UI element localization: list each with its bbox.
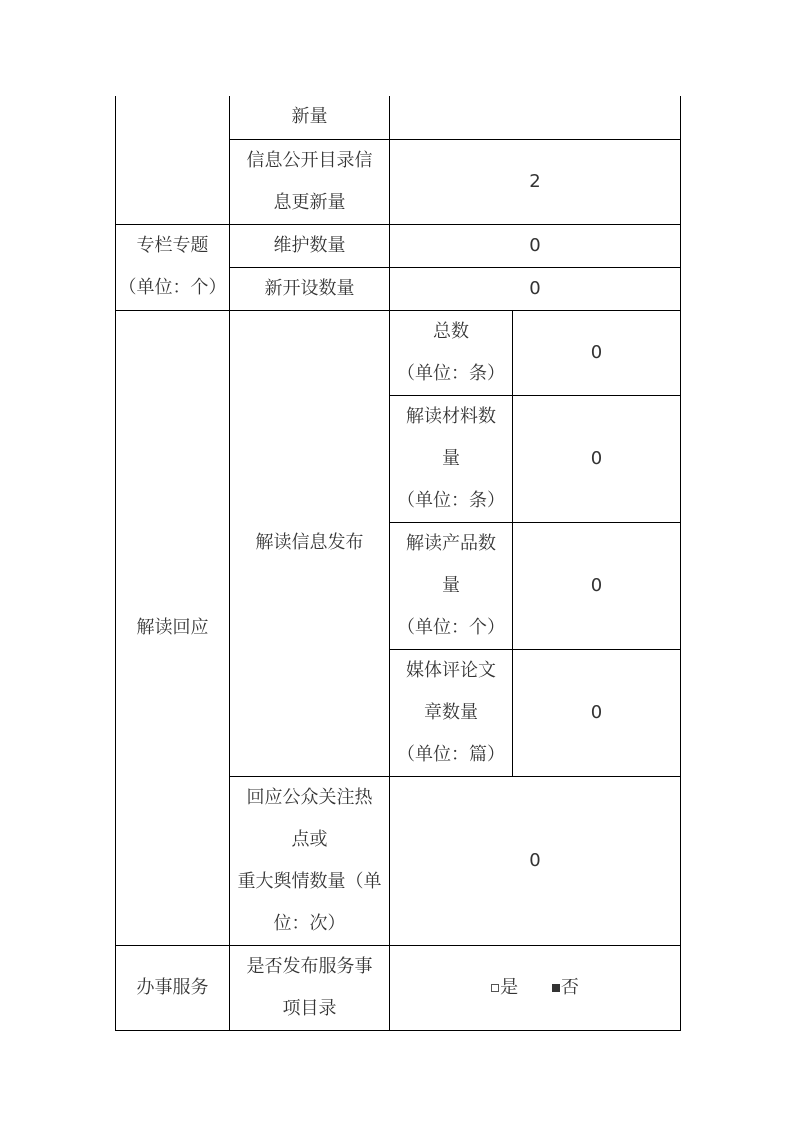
media-value: 0 bbox=[513, 649, 681, 776]
services-label bbox=[230, 945, 390, 1030]
label-line: 媒体评论文 bbox=[406, 659, 496, 681]
label-line: 解读材料数 bbox=[406, 405, 496, 427]
checkbox-filled-icon[interactable] bbox=[552, 984, 560, 992]
label-line: 量 bbox=[442, 574, 460, 596]
label-line: 量 bbox=[442, 447, 460, 469]
option-yes-label: 是 bbox=[500, 976, 519, 998]
label-line: （单位：篇） bbox=[397, 743, 505, 765]
products-label bbox=[390, 522, 513, 649]
new-count-label: 新开设数量 bbox=[230, 267, 390, 310]
maintain-count-value: 0 bbox=[390, 224, 681, 267]
column-topics-category bbox=[116, 224, 230, 310]
table-row bbox=[116, 310, 681, 395]
update-count-label bbox=[230, 96, 390, 139]
table-row bbox=[116, 945, 681, 1030]
interpretation-category: 解读回应 bbox=[116, 310, 230, 945]
label-line: 新量 bbox=[291, 106, 328, 128]
maintain-count-label: 维护数量 bbox=[230, 224, 390, 267]
label-line: 章数量 bbox=[424, 701, 478, 723]
services-options bbox=[390, 945, 681, 1030]
catalog-update-label bbox=[230, 139, 390, 224]
total-label bbox=[390, 310, 513, 395]
services-category: 办事服务 bbox=[116, 945, 230, 1030]
label-line: 是否发布服务事 bbox=[246, 955, 373, 977]
products-value: 0 bbox=[513, 522, 681, 649]
label-line: 信息公开目录信 bbox=[246, 149, 373, 171]
label-line: 回应公众关注热 bbox=[246, 786, 373, 808]
response-label bbox=[230, 776, 390, 945]
label-line: （单位：条） bbox=[397, 489, 505, 511]
checkbox-empty-icon[interactable] bbox=[491, 984, 499, 992]
label-line: 总数 bbox=[433, 320, 469, 342]
label-line: 项目录 bbox=[282, 997, 337, 1019]
response-value: 0 bbox=[390, 776, 681, 945]
report-table bbox=[115, 96, 681, 1031]
materials-label bbox=[390, 395, 513, 522]
option-no[interactable] bbox=[552, 967, 579, 1009]
table-row bbox=[116, 96, 681, 139]
label-line: 专栏专题 bbox=[136, 235, 209, 256]
category-cell-continued bbox=[116, 96, 230, 224]
update-count-value bbox=[390, 96, 681, 139]
label-line: 位：次） bbox=[273, 912, 346, 934]
label-line: （单位：个） bbox=[118, 277, 227, 298]
total-value: 0 bbox=[513, 310, 681, 395]
label-line: 解读产品数 bbox=[406, 532, 496, 554]
new-count-value: 0 bbox=[390, 267, 681, 310]
label-line: 重大舆情数量（单 bbox=[237, 870, 382, 892]
option-yes[interactable] bbox=[491, 967, 518, 1009]
media-label bbox=[390, 649, 513, 776]
materials-value: 0 bbox=[513, 395, 681, 522]
label-line: （单位：个） bbox=[397, 616, 505, 638]
table-row bbox=[116, 224, 681, 267]
label-line: 点或 bbox=[291, 828, 328, 850]
label-line: 息更新量 bbox=[273, 191, 346, 213]
option-no-label: 否 bbox=[560, 976, 579, 998]
label-line: （单位：条） bbox=[397, 362, 505, 384]
catalog-update-value: 2 bbox=[390, 139, 681, 224]
interpretation-release-label: 解读信息发布 bbox=[230, 310, 390, 776]
